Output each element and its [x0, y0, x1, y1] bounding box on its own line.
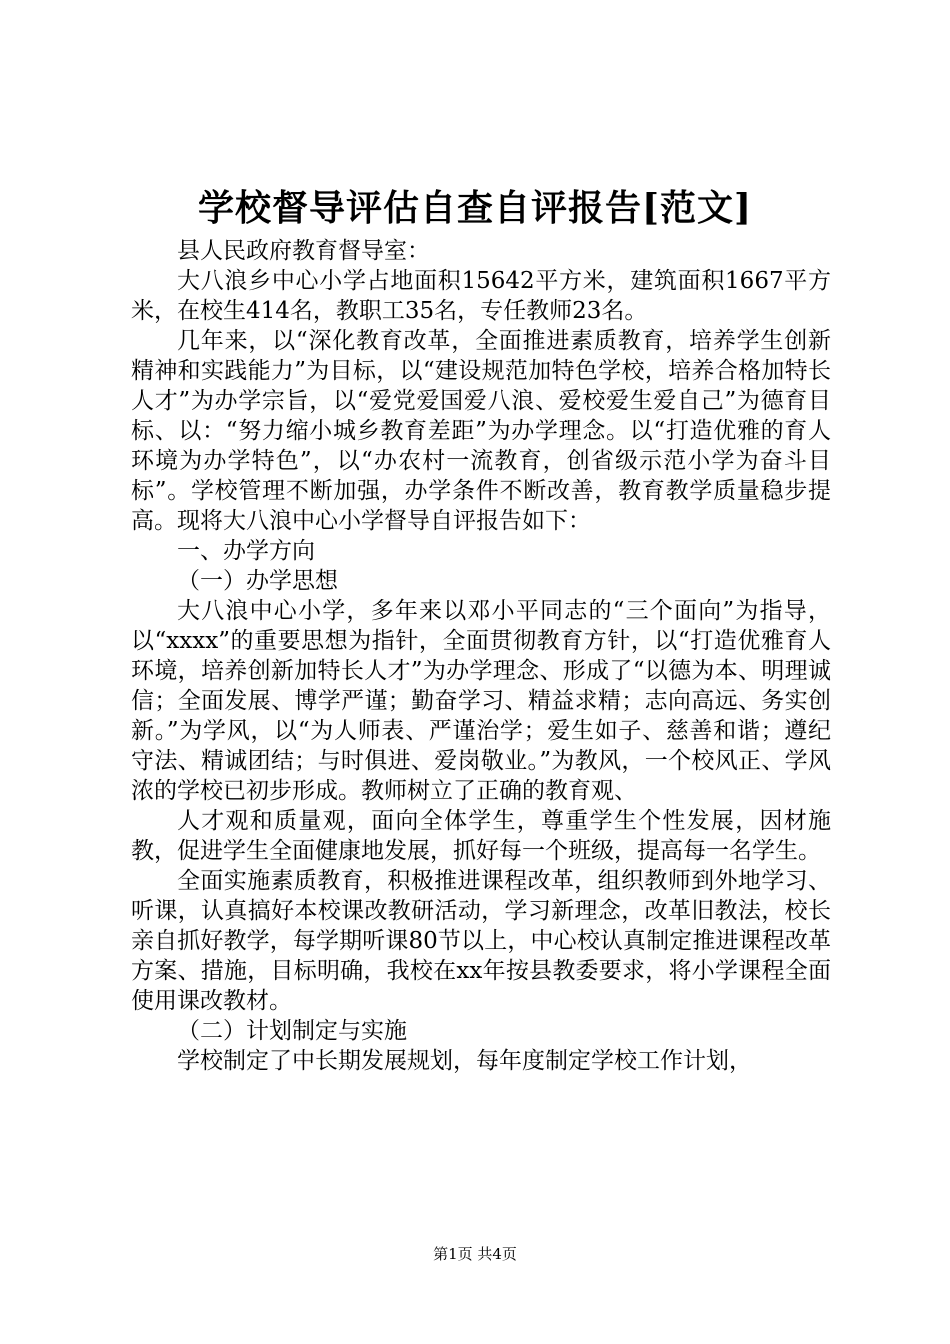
- document-title: 学校督导评估自查自评报告[范文]: [197, 187, 753, 229]
- page-footer: 第1页 共4页: [433, 1245, 517, 1263]
- paragraph-goals: 几年来，以“深化教育改革，全面推进素质教育，培养学生创新精神和实践能力”为目标，以“建设规范加特色学校，培养合格加特长人才”为办学宗旨，以“爱党爱国爱八浪、爱校爱生爱自己”为德育目标、以：“努力缩小城乡教育差距”为办学理念。以“打造优雅的育人环境为办学特色”，以“办农村一流教育，创省级示范小学为奋斗目标”。学校管理不断加强，办学条件不断改善，教育教学质量稳步提高。现将大八浪中心小学督导自评报告如下：: [131, 328, 831, 534]
- paragraph-planning: 学校制定了中长期发展规划，每年度制定学校工作计划，: [177, 1048, 752, 1074]
- subsection-heading-1: （一）办学思想: [177, 568, 338, 594]
- paragraph-quality-education: 全面实施素质教育，积极推进课程改革，组织教师到外地学习、听课，认真搞好本校课改教研活动，学习新理念，改革旧教法，校长亲自抓好教学，每学期听课80节以上，中心校认真制定推进课程改革方案、措施，目标明确，我校在xx年按县教委要求，将小学课程全面使用课改教材。: [131, 868, 831, 1014]
- paragraph-talent-view: 人才观和质量观，面向全体学生，尊重学生个性发展，因材施教，促进学生全面健康地发展，抓好每一个班级，提高每一名学生。: [131, 808, 831, 864]
- paragraph-overview: 大八浪乡中心小学占地面积15642平方米，建筑面积1667平方米，在校生414名，教职工35名，专任教师23名。: [131, 268, 831, 324]
- paragraph-philosophy: 大八浪中心小学，多年来以邓小平同志的“三个面向”为指导，以“xxxx”的重要思想为指针，全面贯彻教育方针，以“打造优雅育人环境，培养创新加特长人才”为办学理念、形成了“以德为本、明理诚信；全面发展、博学严谨；勤奋学习、精益求精；志向高远、务实创新。”为学风，以“为人师表、严谨治学；爱生如子、慈善和谐；遵纪守法、精诚团结；与时俱进、爱岗敬业。”为教风，一个校风正、学风浓的学校已初步形成。教师树立了正确的教育观、: [131, 598, 831, 804]
- section-heading-1: 一、办学方向: [177, 538, 315, 564]
- document-body: [131, 236, 831, 1076]
- subsection-heading-2: （二）计划制定与实施: [177, 1018, 407, 1044]
- salutation: 县人民政府教育督导室：: [177, 238, 430, 264]
